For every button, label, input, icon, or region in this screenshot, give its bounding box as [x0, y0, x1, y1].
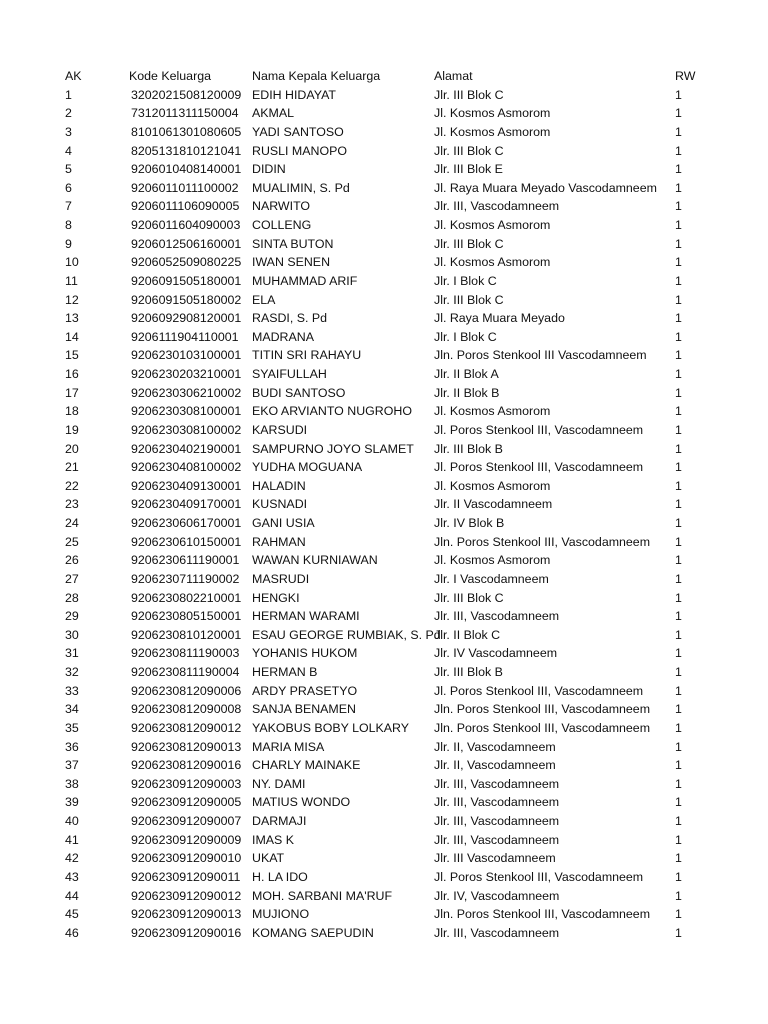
cell-rw: 1 [675, 683, 682, 698]
table-row [0, 607, 768, 626]
cell-ak: 31 [65, 646, 79, 661]
cell-alamat: Jlr. III Blok C [434, 143, 504, 158]
cell-ak: 39 [65, 795, 79, 810]
cell-ak: 19 [65, 422, 79, 437]
cell-nama-kepala-keluarga: CHARLY MAINAKE [252, 758, 361, 773]
cell-rw: 1 [675, 441, 682, 456]
cell-kode-keluarga: 9206011011100002 [131, 180, 239, 195]
cell-ak: 32 [65, 665, 79, 679]
cell-ak: 44 [65, 888, 79, 903]
cell-nama-kepala-keluarga: MASRUDI [252, 571, 310, 586]
cell-alamat: Jln. Poros Stenkool III, Vascodamneem [434, 534, 651, 549]
cell-rw: 1 [675, 553, 682, 568]
table-row [0, 272, 768, 291]
cell-rw: 1 [675, 758, 682, 773]
table-row [0, 86, 768, 105]
table-row [0, 365, 768, 384]
cell-kode-keluarga: 9206230611190001 [131, 553, 240, 568]
cell-nama-kepala-keluarga: SAMPURNO JOYO SLAMET [252, 441, 414, 456]
cell-kode-keluarga: 9206230912090011 [131, 869, 241, 884]
cell-nama-kepala-keluarga: KUSNADI [252, 497, 308, 512]
cell-ak: 13 [65, 311, 79, 326]
cell-alamat: Jlr. III Blok C [434, 236, 504, 251]
cell-rw: 1 [675, 236, 682, 251]
cell-kode-keluarga: 9206012506160001 [131, 236, 242, 251]
cell-kode-keluarga: 9206230812090016 [131, 758, 242, 773]
cell-kode-keluarga: 9206091505180001 [131, 273, 242, 288]
cell-alamat: Jlr. III, Vascodamneem [434, 609, 560, 624]
cell-rw: 1 [675, 590, 682, 605]
cell-nama-kepala-keluarga: UKAT [252, 851, 285, 866]
table-row [0, 849, 768, 868]
cell-ak: 5 [65, 162, 72, 177]
table-row [0, 756, 768, 775]
cell-kode-keluarga: 9206230308100002 [131, 422, 242, 437]
cell-alamat: Jlr. III Blok B [434, 665, 503, 679]
cell-rw: 1 [675, 162, 682, 177]
cell-rw: 1 [675, 851, 682, 866]
cell-nama-kepala-keluarga: MATIUS WONDO [252, 795, 351, 810]
cell-kode-keluarga: 9206092908120001 [131, 311, 242, 326]
cell-kode-keluarga: 3202021508120009 [131, 87, 242, 102]
table-row [0, 924, 768, 943]
table-row [0, 216, 768, 235]
table-row [0, 291, 768, 310]
cell-nama-kepala-keluarga: DIDIN [252, 162, 286, 177]
cell-alamat: Jlr. III, Vascodamneem [434, 199, 560, 214]
cell-alamat: Jl. Poros Stenkool III, Vascodamneem [434, 869, 644, 884]
cell-kode-keluarga: 9206230912090012 [131, 888, 242, 903]
cell-rw: 1 [675, 87, 682, 102]
cell-alamat: Jlr. I Blok C [434, 329, 497, 344]
cell-ak: 20 [65, 441, 79, 456]
cell-nama-kepala-keluarga: TITIN SRI RAHAYU [252, 348, 362, 363]
cell-ak: 34 [65, 702, 79, 717]
cell-nama-kepala-keluarga: BUDI SANTOSO [252, 385, 346, 400]
cell-alamat: Jl. Poros Stenkool III, Vascodamneem [434, 422, 644, 437]
cell-kode-keluarga: 7312011311150004 [131, 106, 239, 121]
cell-alamat: Jlr. II Blok C [434, 627, 501, 642]
cell-nama-kepala-keluarga: COLLENG [252, 218, 312, 232]
cell-kode-keluarga: 9206230805150001 [131, 609, 242, 624]
cell-ak: 9 [65, 236, 72, 251]
cell-rw: 1 [675, 180, 682, 195]
cell-nama-kepala-keluarga: MARIA MISA [252, 739, 325, 754]
table-row [0, 123, 768, 142]
cell-alamat: Jl. Kosmos Asmorom [434, 218, 551, 232]
cell-kode-keluarga: 9206230812090006 [131, 683, 242, 698]
cell-rw: 1 [675, 385, 682, 400]
cell-nama-kepala-keluarga: MADRANA [252, 329, 314, 344]
cell-alamat: Jlr. III Blok C [434, 292, 504, 307]
cell-kode-keluarga: 9206230912090005 [131, 795, 242, 810]
table-row [0, 570, 768, 589]
cell-rw: 1 [675, 292, 682, 307]
table-row [0, 905, 768, 924]
cell-ak: 22 [65, 478, 79, 493]
cell-ak: 41 [65, 832, 79, 847]
cell-alamat: Jlr. II Blok A [434, 367, 499, 381]
cell-rw: 1 [675, 348, 682, 363]
table-row [0, 142, 768, 161]
cell-rw: 1 [675, 367, 682, 381]
table-row [0, 253, 768, 272]
table-row [0, 477, 768, 496]
cell-nama-kepala-keluarga: YOHANIS HUKOM [252, 646, 358, 661]
cell-alamat: Jlr. III, Vascodamneem [434, 832, 560, 847]
cell-kode-keluarga: 9206230912090007 [131, 814, 242, 828]
cell-alamat: Jlr. III Blok C [434, 590, 504, 605]
cell-alamat: Jlr. III, Vascodamneem [434, 776, 560, 791]
cell-nama-kepala-keluarga: NY. DAMI [252, 776, 306, 791]
cell-kode-keluarga: 9206230306210002 [131, 385, 242, 400]
cell-kode-keluarga: 8101061301080605 [131, 124, 242, 139]
table-row [0, 589, 768, 608]
cell-ak: 36 [65, 739, 79, 754]
cell-nama-kepala-keluarga: HENGKI [252, 590, 300, 605]
table-row [0, 402, 768, 421]
cell-ak: 23 [65, 497, 79, 512]
table-row [0, 626, 768, 645]
cell-nama-kepala-keluarga: HERMAN WARAMI [252, 609, 360, 624]
cell-alamat: Jlr. III, Vascodamneem [434, 795, 560, 810]
table-row [0, 179, 768, 198]
cell-alamat: Jl. Kosmos Asmorom [434, 478, 551, 493]
cell-alamat: Jlr. IV Vascodamneem [434, 646, 558, 661]
cell-nama-kepala-keluarga: RAHMAN [252, 534, 306, 549]
cell-nama-kepala-keluarga: RASDI, S. Pd [252, 311, 328, 326]
cell-nama-kepala-keluarga: KOMANG SAEPUDIN [252, 925, 374, 940]
cell-nama-kepala-keluarga: H. LA IDO [252, 869, 308, 884]
cell-alamat: Jlr. II Blok B [434, 385, 500, 400]
table-header-row [0, 67, 768, 86]
cell-nama-kepala-keluarga: MOH. SARBANI MA'RUF [252, 888, 393, 903]
cell-alamat: Jlr. III, Vascodamneem [434, 814, 560, 828]
cell-rw: 1 [675, 255, 682, 270]
cell-rw: 1 [675, 832, 682, 847]
cell-ak: 14 [65, 329, 79, 344]
cell-rw: 1 [675, 609, 682, 624]
cell-ak: 30 [65, 627, 79, 642]
table-row [0, 738, 768, 757]
cell-nama-kepala-keluarga: NARWITO [252, 199, 311, 214]
cell-kode-keluarga: 9206230912090003 [131, 776, 242, 791]
cell-nama-kepala-keluarga: KARSUDI [252, 422, 308, 437]
cell-rw: 1 [675, 106, 682, 121]
cell-nama-kepala-keluarga: HALADIN [252, 478, 306, 493]
cell-nama-kepala-keluarga: DARMAJI [252, 814, 307, 828]
cell-nama-kepala-keluarga: YADI SANTOSO [252, 124, 344, 139]
cell-nama-kepala-keluarga: ARDY PRASETYO [252, 683, 358, 698]
cell-nama-kepala-keluarga: YAKOBUS BOBY LOLKARY [252, 720, 410, 735]
table-row [0, 346, 768, 365]
cell-nama-kepala-keluarga: YUDHA MOGUANA [252, 460, 363, 475]
cell-kode-keluarga: 9206230409130001 [131, 478, 242, 493]
cell-kode-keluarga: 9206111904110001 [131, 329, 239, 344]
table-row [0, 495, 768, 514]
cell-nama-kepala-keluarga: ELA [252, 292, 276, 307]
cell-kode-keluarga: 9206230912090009 [131, 832, 242, 847]
cell-kode-keluarga: 9206010408140001 [131, 162, 242, 177]
cell-kode-keluarga: 9206230711190002 [131, 571, 240, 586]
cell-kode-keluarga: 9206230408100002 [131, 460, 242, 475]
cell-kode-keluarga: 9206011604090003 [131, 218, 241, 232]
header-rw: RW [675, 69, 696, 83]
cell-rw: 1 [675, 646, 682, 661]
cell-rw: 1 [675, 720, 682, 735]
cell-alamat: Jlr. III Vascodamneem [434, 851, 556, 866]
cell-ak: 18 [65, 404, 79, 419]
header-ak: AK [65, 69, 82, 83]
cell-ak: 46 [65, 925, 79, 940]
cell-rw: 1 [675, 571, 682, 586]
table-row [0, 644, 768, 663]
table-row [0, 514, 768, 533]
cell-alamat: Jlr. II, Vascodamneem [434, 739, 556, 754]
cell-nama-kepala-keluarga: WAWAN KURNIAWAN [252, 553, 378, 568]
table-row [0, 235, 768, 254]
cell-rw: 1 [675, 422, 682, 437]
table-row [0, 458, 768, 477]
cell-ak: 11 [65, 273, 78, 288]
cell-rw: 1 [675, 460, 682, 475]
cell-nama-kepala-keluarga: MUJIONO [252, 907, 310, 922]
table-row [0, 309, 768, 328]
cell-ak: 24 [65, 516, 79, 530]
cell-nama-kepala-keluarga: IMAS K [252, 832, 294, 847]
cell-rw: 1 [675, 776, 682, 791]
cell-ak: 8 [65, 218, 72, 232]
cell-nama-kepala-keluarga: SINTA BUTON [252, 236, 334, 251]
cell-ak: 43 [65, 869, 79, 884]
table-row [0, 663, 768, 682]
cell-alamat: Jl. Kosmos Asmorom [434, 124, 551, 139]
table-row [0, 104, 768, 123]
cell-kode-keluarga: 9206230203210001 [131, 367, 242, 381]
cell-ak: 40 [65, 814, 79, 828]
cell-kode-keluarga: 8205131810121041 [131, 143, 242, 158]
cell-kode-keluarga: 9206230103100001 [131, 348, 242, 363]
header-nama-kepala-keluarga: Nama Kepala Keluarga [252, 69, 381, 83]
cell-alamat: Jl. Poros Stenkool III, Vascodamneem [434, 683, 644, 698]
cell-ak: 33 [65, 683, 79, 698]
cell-alamat: Jl. Kosmos Asmorom [434, 553, 551, 568]
cell-alamat: Jlr. I Blok C [434, 273, 497, 288]
cell-nama-kepala-keluarga: SYAIFULLAH [252, 367, 327, 381]
cell-alamat: Jlr. III Blok E [434, 162, 503, 177]
cell-nama-kepala-keluarga: ESAU GEORGE RUMBIAK, S. Pd [252, 627, 441, 642]
cell-kode-keluarga: 9206230811190003 [131, 646, 240, 661]
table-row [0, 719, 768, 738]
cell-rw: 1 [675, 925, 682, 940]
table-row [0, 160, 768, 179]
cell-nama-kepala-keluarga: MUALIMIN, S. Pd [252, 180, 350, 195]
table-row [0, 384, 768, 403]
cell-kode-keluarga: 9206230308100001 [131, 404, 242, 419]
cell-nama-kepala-keluarga: HERMAN B [252, 665, 318, 679]
cell-ak: 45 [65, 907, 79, 922]
header-alamat: Alamat [434, 69, 473, 83]
cell-ak: 3 [65, 124, 72, 139]
table-row [0, 197, 768, 216]
cell-nama-kepala-keluarga: SANJA BENAMEN [252, 702, 356, 717]
table-row [0, 533, 768, 552]
cell-nama-kepala-keluarga: EKO ARVIANTO NUGROHO [252, 404, 412, 419]
cell-rw: 1 [675, 124, 682, 139]
cell-ak: 15 [65, 348, 79, 363]
cell-alamat: Jln. Poros Stenkool III, Vascodamneem [434, 702, 651, 717]
cell-kode-keluarga: 9206230802210001 [131, 590, 242, 605]
cell-alamat: Jl. Kosmos Asmorom [434, 106, 551, 121]
cell-ak: 28 [65, 590, 79, 605]
cell-ak: 12 [65, 292, 79, 307]
table-row [0, 328, 768, 347]
cell-rw: 1 [675, 869, 682, 884]
cell-kode-keluarga: 9206230610150001 [131, 534, 242, 549]
table-row [0, 887, 768, 906]
cell-kode-keluarga: 9206230402190001 [131, 441, 242, 456]
cell-nama-kepala-keluarga: EDIH HIDAYAT [252, 87, 336, 102]
cell-ak: 17 [65, 385, 79, 400]
table-row [0, 440, 768, 459]
cell-rw: 1 [675, 739, 682, 754]
cell-alamat: Jlr. II, Vascodamneem [434, 758, 556, 773]
table-row [0, 775, 768, 794]
table-row [0, 812, 768, 831]
cell-alamat: Jln. Poros Stenkool III, Vascodamneem [434, 720, 651, 735]
cell-alamat: Jlr. IV, Vascodamneem [434, 888, 560, 903]
cell-ak: 37 [65, 758, 79, 773]
cell-alamat: Jlr. III Blok B [434, 441, 503, 456]
cell-nama-kepala-keluarga: MUHAMMAD ARIF [252, 273, 358, 288]
cell-ak: 7 [65, 199, 72, 214]
cell-rw: 1 [675, 273, 682, 288]
cell-ak: 1 [65, 87, 72, 102]
cell-alamat: Jlr. III, Vascodamneem [434, 925, 560, 940]
cell-kode-keluarga: 9206230912090010 [131, 851, 242, 866]
cell-kode-keluarga: 9206230912090013 [131, 907, 242, 922]
cell-ak: 26 [65, 553, 79, 568]
cell-rw: 1 [675, 218, 682, 232]
cell-kode-keluarga: 9206011106090005 [131, 199, 240, 214]
cell-alamat: Jlr. III Blok C [434, 87, 504, 102]
cell-ak: 2 [65, 106, 72, 121]
cell-kode-keluarga: 9206052509080225 [131, 255, 242, 270]
cell-kode-keluarga: 9206230812090008 [131, 702, 242, 717]
cell-ak: 21 [65, 460, 79, 475]
cell-kode-keluarga: 9206230409170001 [131, 497, 242, 512]
cell-kode-keluarga: 9206230811190004 [131, 665, 240, 679]
cell-nama-kepala-keluarga: RUSLI MANOPO [252, 143, 348, 158]
cell-rw: 1 [675, 907, 682, 922]
cell-ak: 35 [65, 720, 79, 735]
cell-ak: 10 [65, 255, 79, 270]
cell-rw: 1 [675, 497, 682, 512]
cell-rw: 1 [675, 311, 682, 326]
cell-rw: 1 [675, 702, 682, 717]
cell-alamat: Jlr. II Vascodamneem [434, 497, 553, 512]
cell-rw: 1 [675, 888, 682, 903]
cell-rw: 1 [675, 404, 682, 419]
cell-alamat: Jlr. IV Blok B [434, 516, 505, 530]
cell-rw: 1 [675, 329, 682, 344]
cell-ak: 29 [65, 609, 79, 624]
cell-alamat: Jl. Raya Muara Meyado [434, 311, 565, 326]
table-body [0, 86, 768, 943]
cell-kode-keluarga: 9206230606170001 [131, 516, 242, 530]
cell-rw: 1 [675, 665, 682, 679]
table-row [0, 868, 768, 887]
cell-ak: 6 [65, 180, 72, 195]
cell-ak: 38 [65, 776, 79, 791]
cell-kode-keluarga: 9206230810120001 [131, 627, 242, 642]
cell-rw: 1 [675, 795, 682, 810]
cell-alamat: Jl. Kosmos Asmorom [434, 255, 551, 270]
cell-rw: 1 [675, 478, 682, 493]
cell-kode-keluarga: 9206091505180002 [131, 292, 242, 307]
cell-kode-keluarga: 9206230912090016 [131, 925, 242, 940]
cell-rw: 1 [675, 516, 682, 530]
cell-rw: 1 [675, 814, 682, 828]
cell-rw: 1 [675, 627, 682, 642]
cell-kode-keluarga: 9206230812090013 [131, 739, 242, 754]
cell-alamat: Jl. Poros Stenkool III, Vascodamneem [434, 460, 644, 475]
cell-kode-keluarga: 9206230812090012 [131, 720, 242, 735]
family-table [0, 67, 768, 942]
table-row [0, 682, 768, 701]
cell-ak: 27 [65, 571, 79, 586]
cell-alamat: Jl. Raya Muara Meyado Vascodamneem [434, 180, 657, 195]
cell-ak: 25 [65, 534, 79, 549]
cell-alamat: Jl. Kosmos Asmorom [434, 404, 551, 419]
cell-nama-kepala-keluarga: AKMAL [252, 106, 295, 121]
cell-nama-kepala-keluarga: GANI USIA [252, 516, 315, 530]
table-row [0, 831, 768, 850]
cell-nama-kepala-keluarga: IWAN SENEN [252, 255, 331, 270]
table-row [0, 793, 768, 812]
cell-alamat: Jln. Poros Stenkool III, Vascodamneem [434, 907, 651, 922]
cell-ak: 16 [65, 367, 79, 381]
table-row [0, 700, 768, 719]
header-kode-keluarga: Kode Keluarga [129, 69, 211, 83]
cell-alamat: Jlr. I Vascodamneem [434, 571, 549, 586]
table-row [0, 421, 768, 440]
table-row [0, 551, 768, 570]
cell-rw: 1 [675, 199, 682, 214]
cell-rw: 1 [675, 534, 682, 549]
cell-rw: 1 [675, 143, 682, 158]
cell-ak: 42 [65, 851, 79, 866]
cell-alamat: Jln. Poros Stenkool III Vascodamneem [434, 348, 647, 363]
cell-ak: 4 [65, 143, 72, 158]
